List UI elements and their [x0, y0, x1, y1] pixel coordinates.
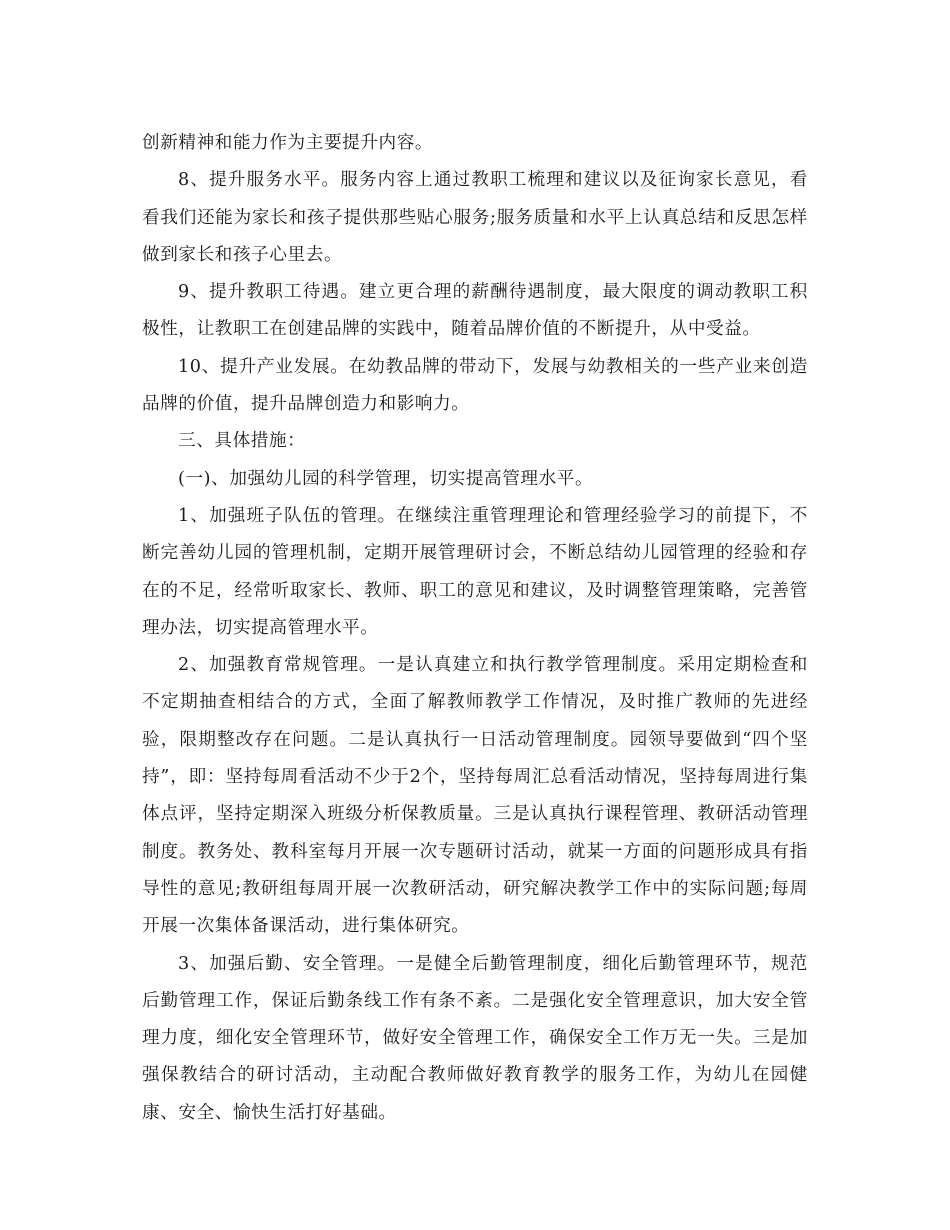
paragraph-item-8: 8、提升服务水平。服务内容上通过教职工梳理和建议以及征询家长意见，看看我们还能为家长和孩子提供那些贴心服务;服务质量和水平上认真总结和反思怎样做到家长和孩子心里去。 [142, 170, 808, 265]
paragraph-measure-1: 1、加强班子队伍的管理。在继续注重管理理论和管理经验学习的前提下，不断完善幼儿园的管理机制，定期开展管理研讨会，不断总结幼儿园管理的经验和存在的不足，经常听取家长、教师、职工的意见和建议，及时调整管理策略，完善管理办法，切实提高管理水平。 [142, 505, 808, 638]
paragraph-continuation: 创新精神和能力作为主要提升内容。 [142, 133, 434, 153]
section-heading-measures: 三、具体措施： [178, 431, 306, 452]
paragraph-item-9: 9、提升教职工待遇。建立更合理的薪酬待遇制度，最大限度的调动教职工积极性，让教职工在创建品牌的实践中，随着品牌价值的不断提升，从中受益。 [142, 282, 808, 340]
paragraph-measure-3: 3、加强后勤、安全管理。一是健全后勤管理制度，细化后勤管理环节，规范后勤管理工作，保证后勤条线工作有条不紊。二是强化安全管理意识，加大安全管理力度，细化安全管理环节，做好安全管理工作，确保安全工作万无一失。三是加强保教结合的研讨活动，主动配合教师做好教育教学的服务工作，为幼儿在园健康、安全、愉快生活打好基础。 [142, 953, 808, 1123]
paragraph-measure-2: 2、加强教育常规管理。一是认真建立和执行教学管理制度。采用定期检查和不定期抽查相结合的方式，全面了解教师教学工作情况，及时推广教师的先进经验，限期整改存在问题。二是认真执行一日活动管理制度。园领导要做到“四个坚持”，即：坚持每周看活动不少于2个，坚持每周汇总看活动情况，坚持每周进行集体点评，坚持定期深入班级分析保教质量。三是认真执行课程管理、教研活动管理制度。教务处、教科室每月开展一次专题研讨活动，就某一方面的问题形成具有指导性的意见;教研组每周开展一次教研活动，研究解决教学工作中的实际问题;每周开展一次集体备课活动，进行集体研究。 [142, 655, 808, 937]
subsection-heading-management: (一)、加强幼儿园的科学管理，切实提高管理水平。 [178, 468, 594, 489]
document-body [142, 125, 808, 1132]
paragraph-item-10: 10、提升产业发展。在幼教品牌的带动下，发展与幼教相关的一些产业来创造品牌的价值，提升品牌创造力和影响力。 [142, 356, 808, 415]
